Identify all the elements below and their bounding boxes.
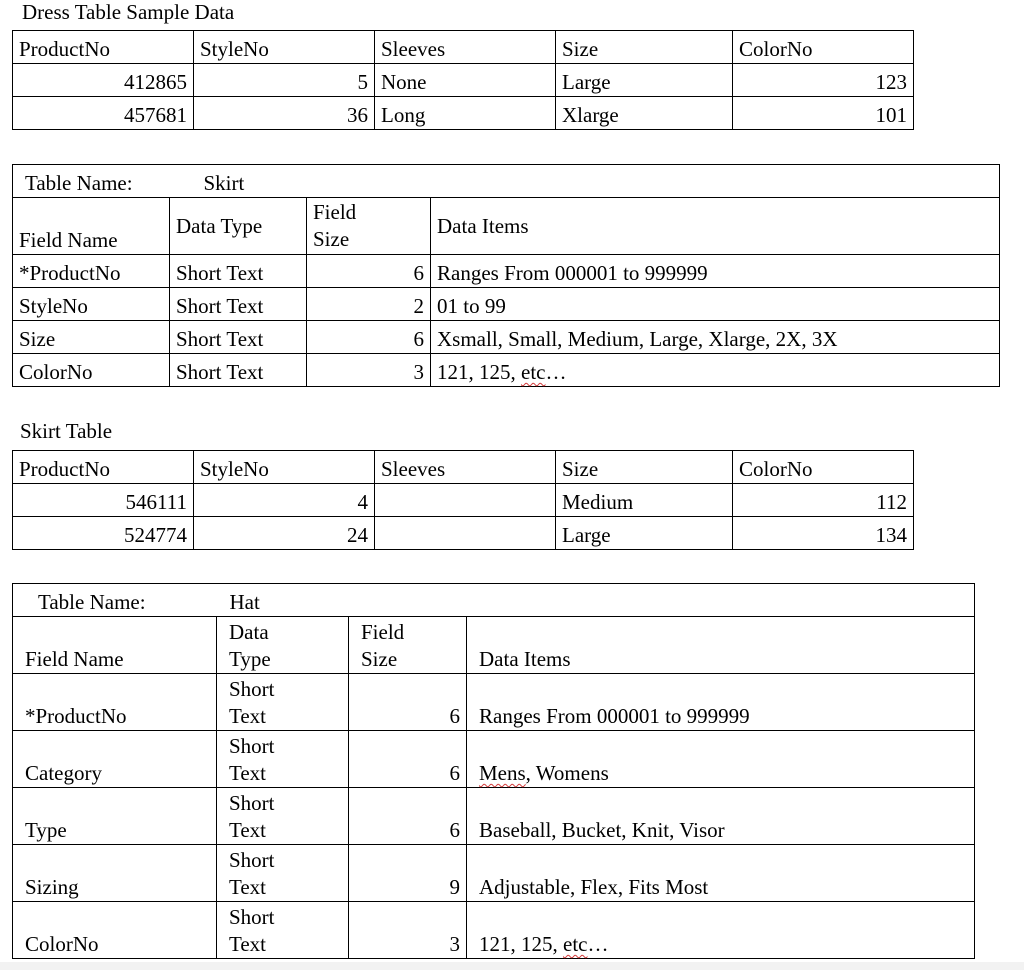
cell-field-name: StyleNo — [13, 288, 170, 321]
spellcheck-word: Mens — [479, 761, 526, 785]
cell-field-name: Type — [13, 788, 217, 845]
cell-field-size: 3 — [307, 354, 431, 387]
data-type-line2: Text — [229, 761, 267, 785]
bottom-edge — [0, 962, 1024, 970]
items-tail: … — [587, 932, 609, 956]
cell-styleno: 36 — [194, 97, 375, 130]
cell-data-items — [467, 731, 975, 788]
header-data-type: Data Type — [170, 198, 307, 255]
cell-field-name: *ProductNo — [13, 674, 217, 731]
header-field-size-line1: Field — [361, 620, 405, 644]
cell-field-size: 2 — [307, 288, 431, 321]
cell-field-name: Category — [13, 731, 217, 788]
table-row — [13, 845, 975, 902]
header-data-type — [217, 617, 349, 674]
cell-data-type — [217, 845, 349, 902]
header-sleeves: Sleeves — [375, 451, 556, 484]
data-type-line2: Text — [229, 818, 267, 842]
data-type-line1: Short — [229, 791, 275, 815]
table-row — [13, 288, 1000, 321]
cell-data-items: 01 to 99 — [431, 288, 1000, 321]
cell-colorno: 123 — [733, 64, 914, 97]
table-name-row — [13, 165, 1000, 198]
dress-caption: Dress Table Sample Data — [22, 0, 235, 24]
table-name-row — [13, 584, 975, 617]
header-sleeves: Sleeves — [375, 31, 556, 64]
table-name-value: Skirt — [203, 171, 245, 195]
cell-styleno: 4 — [194, 484, 375, 517]
table-row — [13, 674, 975, 731]
cell-productno: 412865 — [13, 64, 194, 97]
table-row — [13, 902, 975, 959]
header-styleno: StyleNo — [194, 451, 375, 484]
cell-field-name: ColorNo — [13, 902, 217, 959]
table-name-cell — [13, 584, 975, 617]
table-row — [13, 64, 914, 97]
cell-data-type — [217, 788, 349, 845]
cell-data-type — [217, 674, 349, 731]
items-text: 121, 125, — [437, 360, 521, 384]
cell-size: Large — [556, 64, 733, 97]
data-type-line2: Text — [229, 704, 267, 728]
table-row — [13, 97, 914, 130]
cell-productno: 546111 — [13, 484, 194, 517]
table-row — [13, 788, 975, 845]
cell-data-items: Baseball, Bucket, Knit, Visor — [467, 788, 975, 845]
table-row — [13, 517, 914, 550]
cell-data-type: Short Text — [170, 288, 307, 321]
cell-data-items: Ranges From 000001 to 999999 — [431, 255, 1000, 288]
skirt-caption: Skirt Table — [20, 419, 113, 443]
cell-colorno: 112 — [733, 484, 914, 517]
cell-data-type: Short Text — [170, 321, 307, 354]
cell-data-items — [467, 902, 975, 959]
cell-field-size: 6 — [307, 255, 431, 288]
cell-colorno: 101 — [733, 97, 914, 130]
header-data-items: Data Items — [467, 617, 975, 674]
header-productno: ProductNo — [13, 31, 194, 64]
cell-data-items: Adjustable, Flex, Fits Most — [467, 845, 975, 902]
skirt-definition-table — [12, 164, 1000, 387]
skirt-sample-table — [12, 450, 914, 550]
cell-size: Medium — [556, 484, 733, 517]
table-name-cell — [13, 165, 1000, 198]
spellcheck-word: etc — [563, 932, 588, 956]
header-field-size-line2: Size — [313, 227, 350, 251]
cell-sleeves — [375, 484, 556, 517]
cell-field-size: 9 — [349, 845, 467, 902]
data-type-line1: Short — [229, 677, 275, 701]
header-data-type-line2: Type — [229, 647, 271, 671]
header-data-type-line1: Data — [229, 620, 269, 644]
table-name-label: Table Name: — [38, 590, 146, 614]
cell-field-size: 6 — [307, 321, 431, 354]
header-field-size-line2: Size — [361, 647, 398, 671]
cell-styleno: 5 — [194, 64, 375, 97]
cell-size: Xlarge — [556, 97, 733, 130]
data-type-line2: Text — [229, 875, 267, 899]
cell-data-items: Ranges From 000001 to 999999 — [467, 674, 975, 731]
cell-field-size: 6 — [349, 788, 467, 845]
header-size: Size — [556, 31, 733, 64]
cell-data-type — [217, 731, 349, 788]
table-row — [13, 484, 914, 517]
cell-sleeves: None — [375, 64, 556, 97]
cell-sleeves: Long — [375, 97, 556, 130]
table-row — [13, 354, 1000, 387]
cell-field-name: *ProductNo — [13, 255, 170, 288]
header-field-name: Field Name — [13, 198, 170, 255]
cell-data-items — [431, 354, 1000, 387]
cell-field-size: 3 — [349, 902, 467, 959]
cell-productno: 457681 — [13, 97, 194, 130]
table-header-row — [13, 31, 914, 64]
dress-sample-table — [12, 30, 914, 130]
cell-productno: 524774 — [13, 517, 194, 550]
data-type-line1: Short — [229, 848, 275, 872]
cell-data-items: Xsmall, Small, Medium, Large, Xlarge, 2X, 3X — [431, 321, 1000, 354]
cell-size: Large — [556, 517, 733, 550]
table-row — [13, 731, 975, 788]
header-data-items: Data Items — [431, 198, 1000, 255]
hat-definition-table — [12, 583, 975, 959]
table-row — [13, 255, 1000, 288]
spellcheck-word: etc — [521, 360, 546, 384]
cell-sleeves — [375, 517, 556, 550]
table-name-label: Table Name: — [25, 171, 133, 195]
header-field-name: Field Name — [13, 617, 217, 674]
cell-styleno: 24 — [194, 517, 375, 550]
table-header-row — [13, 451, 914, 484]
cell-data-type — [217, 902, 349, 959]
table-header-row — [13, 617, 975, 674]
table-header-row — [13, 198, 1000, 255]
items-tail: … — [545, 360, 567, 384]
header-size: Size — [556, 451, 733, 484]
cell-colorno: 134 — [733, 517, 914, 550]
cell-field-name: Size — [13, 321, 170, 354]
cell-field-name: Sizing — [13, 845, 217, 902]
cell-field-size: 6 — [349, 731, 467, 788]
header-field-size — [307, 198, 431, 255]
header-productno: ProductNo — [13, 451, 194, 484]
table-row — [13, 321, 1000, 354]
header-styleno: StyleNo — [194, 31, 375, 64]
items-text: , Womens — [525, 761, 609, 785]
data-type-line1: Short — [229, 905, 275, 929]
items-text: 121, 125, — [479, 932, 563, 956]
cell-field-size: 6 — [349, 674, 467, 731]
cell-data-type: Short Text — [170, 354, 307, 387]
header-field-size — [349, 617, 467, 674]
cell-field-name: ColorNo — [13, 354, 170, 387]
data-type-line1: Short — [229, 734, 275, 758]
cell-data-type: Short Text — [170, 255, 307, 288]
table-name-value: Hat — [229, 590, 260, 614]
data-type-line2: Text — [229, 932, 267, 956]
header-field-size-line1: Field — [313, 200, 357, 224]
header-colorno: ColorNo — [733, 31, 914, 64]
header-colorno: ColorNo — [733, 451, 914, 484]
